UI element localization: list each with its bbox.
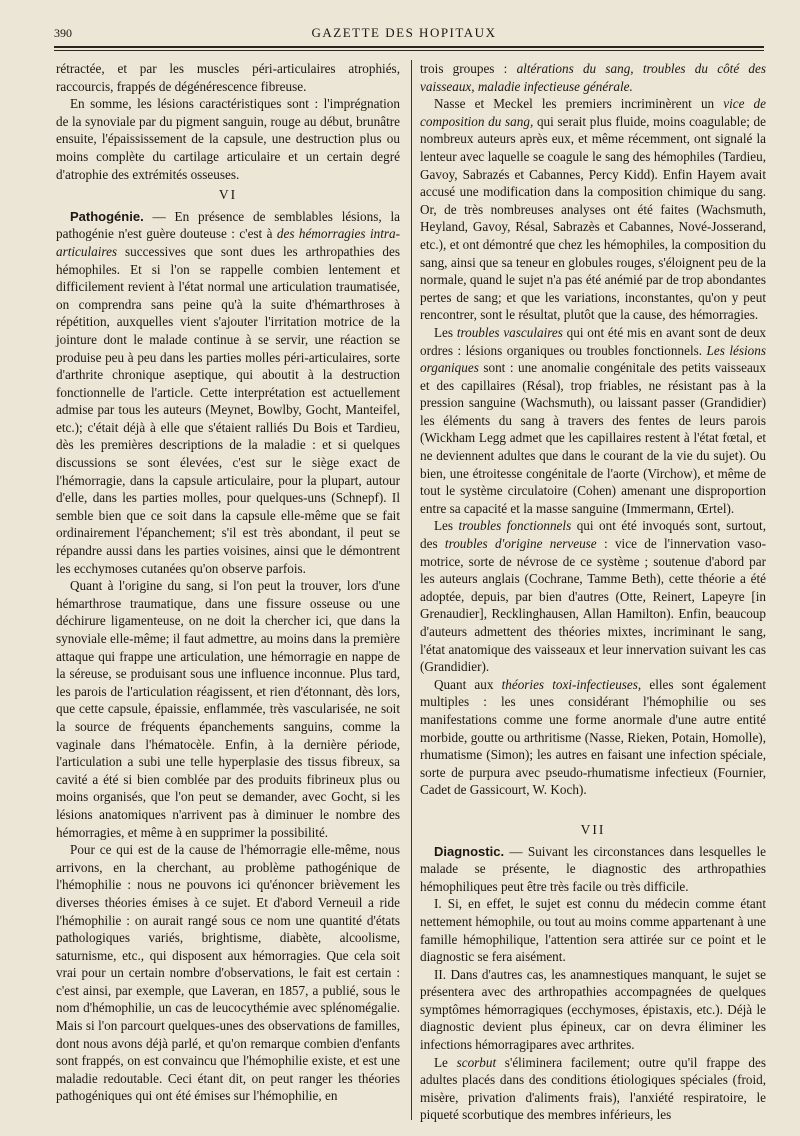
paragraph: I. Si, en effet, le sujet est connu du médecin comme étant nettement hémophile, ou tout au moins comme appartenant à une famille hémophilique, l'attention sera attirée sur ce point et le diagnostic se fera aisément. xyxy=(420,896,766,965)
text-run: sont : une anomalie congénitale des petits vaisseaux et des capillaires (Résal), trop friables, ne résistant pas à la pression sanguine (Wachsmuth), ou laissant passer (Grandidier) les éléments du sang à travers des fentes de leurs parois (Wickham Legg admet que les capillaires restent à l'état fœtal, et ne deviennent adultes que dans le courant de la vie du sujet). Ou bien, une étroitesse congénitale de l'aorte (Virchow), et même de tout le système circulatoire (Cohen) amenant une disproportion entre sa capacité et la masse sanguine (Immermann, Œrtel). xyxy=(420,360,766,516)
left-column xyxy=(56,60,400,1105)
running-header xyxy=(54,20,754,42)
header-rule-thin xyxy=(54,50,764,51)
header-rule-thick xyxy=(54,46,764,48)
italic-run: scorbut xyxy=(456,1054,497,1070)
paragraph: II. Dans d'autres cas, les anamnestiques manquant, le sujet se présentera avec des arthropathies accompagnées de quelques symptômes hémorragiques (ecchymoses, épistaxis, etc.). Déjà le diagnostic devient plus épineux, car on devra éliminer les infections hémorragipares avec arthrites. xyxy=(420,966,766,1053)
italic-run: des hémorragies intra-articulaires xyxy=(56,226,400,259)
text-run: — Suivant les circonstances dans lesquelles le malade se présente, le diagnostic des arthropathies hémophiliques peut être très facile ou très difficile. xyxy=(420,843,766,894)
text-run: Les xyxy=(434,324,457,340)
text-run: trois groupes : xyxy=(420,61,517,76)
text-run: — En présence de semblables lésions, la pathogénie n'est guère douteuse : c'est à xyxy=(56,208,400,242)
page-number: 390 xyxy=(54,26,72,40)
journal-title: GAZETTE DES HOPITAUX xyxy=(311,25,497,40)
text-run: qui serait plus fluide, moins coagulable; de nombreux auteurs après eux, et même récemment, ont signalé la lenteur avec laquelle se coagule le sang des hémophiles (Tardieu, Gavoy, Sabrazés et Cabannes, Percy Kidd). Enfin Hayem avait accusé une modification dans la composition chimique du sang. Or, de très nombreuses analyses ont été faites (Wachsmuth, Heyland, Gavoy, Résal, Sabrazès et Cabannes, Nové-Josserand, etc.), et ont démontré que chez les hémophiles, la composition du sang, ainsi que sa teneur en globules rouges, s'éloignent peu de la normale, quand le sujet n'a pas été anémié par de trop abondantes pertes de sang; et que les variations, inconstantes, qu'on y peut rencontrer, sont le résultat, plutôt que la cause, des hémorragies. xyxy=(420,113,766,323)
italic-run: théories toxi-infectieuses, xyxy=(501,676,642,692)
italic-run: troubles d'origine nerveuse xyxy=(444,536,597,552)
italic-run: Les lésions organiques xyxy=(420,342,766,376)
text-run: : vice de l'innervation vaso-motrice, sorte de névrose de ce système ; soutenue d'abord par les auteurs anglais (Cochrane, Tamme Beth), cette théorie a été adoptée, depuis, par bien d'autres (Otte, Reinert, Lapeyre [in Grenaudier], Recklinghausen, Allan Hamilton). Enfin, beaucoup d'auteurs admettent des théories mixtes, incriminant le sang, l'état anatomique des vaisseaux et leur innervation suivant les cas (Grandidier). xyxy=(420,536,766,675)
right-column xyxy=(420,60,766,1124)
paragraph-pathogenie xyxy=(56,208,400,577)
text-run: qui ont été invoqués sont, surtout, des xyxy=(420,518,767,552)
paragraph xyxy=(420,324,766,518)
text-run: Quant aux xyxy=(434,676,502,692)
text-run: Les xyxy=(434,518,459,534)
paragraph: rétractée, et par les muscles péri-articulaires atrophiés, raccourcis, frappés de dégénérescence fibreuse. xyxy=(56,61,400,94)
italic-run: troubles fonctionnels xyxy=(458,518,572,534)
paragraph xyxy=(420,60,766,95)
italic-run: troubles vasculaires xyxy=(456,324,563,340)
paragraph-diagnostic xyxy=(420,843,766,896)
text-run: qui ont été mis en avant sont de deux ordres : lésions organiques ou troubles fonctionnels. xyxy=(420,324,767,358)
text-run: Nasse et Meckel les premiers incriminèrent un xyxy=(434,96,724,112)
paragraph xyxy=(420,517,766,675)
text-run: successives que sont dues les arthropathies des hémophiles. Et si l'on se rappelle combien lentement et difficilement revient à l'état normal une articulation traumatisée, on comprendra sans peine qu'à la suite d'hémarthroses à répétition, auxquelles vient s'ajouter l'irritation motrice de la jointure dont le malade continue à se servir, une réaction se produise peu à peu dans les parties molles péri-articulaires, sorte d'arthrite chronique aseptique, qui aboutit à la destruction fonctionnelle de l'article. Cette interprétation est actuellement admise par tous les auteurs (Meynet, Bowlby, Gocht, Manteifel, etc.); c'était déjà à elle que s'étaient ralliés Du Bois et Tardieu, dès les premières descriptions de la maladie : et si quelques discussions se sont élevées, c'est sur le siège exact de l'hémorragie, dans la capsule articulaire, pour la plupart, autour d'elle, dans les parties molles, pour quelques-uns (Schnepf). Il semble bien que ce soit dans la capsule elle-même que se fait ordinairement l'épanchement; s'il est très abondant, il peut se répandre aussi dans les parties voisines, ainsi que le démontrent les ecchymoses cutanées qu'on observe parfois. xyxy=(56,243,400,576)
italic-run: vice de composition du sang, xyxy=(420,96,766,129)
text-run: s'éliminera facilement; outre qu'il frappe des adultes placés dans des conditions étiologiques spéciales (froid, misère, privation d'aliments frais), l'anxiété respiratoire, le piqueté scorbutique des membres inférieurs, les xyxy=(420,1054,766,1123)
section-heading-diagnostic: Diagnostic. xyxy=(434,843,505,859)
italic-run: altérations du sang, troubles du côté des vaisseaux, maladie infectieuse générale. xyxy=(420,61,766,94)
paragraph xyxy=(420,95,766,324)
paragraph: Quant à l'origine du sang, si l'on peut la trouver, lors d'une hémarthrose traumatique, dans une fissure osseuse ou une déchirure ligamenteuse, on ne doit la chercher ici, que dans la synoviale elle-même; il faut admettre, au moins dans la première attaque qui frappe une articulation, une hémorragie en nappe de la séreuse, se produisant sous une influence inconnue. Plus tard, les parois de l'articulation réagissent, et rien d'étonnant, dès lors, que cette capsule, épaissie, enflammée, très vascularisée, ne soit la source de fréquents épanchements sanguins, comme la vaginale dans l'hématocèle. Enfin, à la dernière période, l'articulation a subi une telle hyperplasie des tissus fibreux, sa cavité a été si bien comblée par des produits fibrineux plus ou moins organisés, que l'on peut se demander, avec Gocht, si les lésions anatomiques n'arrivent pas à diminuer le nombre des hémorragies, et même à en supprimer la possibilité. xyxy=(56,578,400,840)
section-number-vii: VII xyxy=(580,821,606,837)
section-heading-pathogenie: Pathogénie. xyxy=(70,208,144,224)
column-divider xyxy=(411,60,412,1120)
paragraph xyxy=(420,676,766,799)
text-run: Le xyxy=(434,1054,457,1070)
text-run: elles sont également multiples : les unes considérant l'hémophilie ou ses manifestations comme une forme anormale d'une autre entité morbide, goutte ou arthritisme (Nasse, Rieken, Potain, Homolle), rhumatisme (Simon); les autres en faisant une infection spéciale, sorte de purpura avec pseudo-rhumatisme infectieux (Fournier, Cadet de Gassicourt, W. Koch). xyxy=(420,676,766,798)
paragraph xyxy=(420,1054,766,1124)
section-number-vi: VI xyxy=(218,187,238,203)
paragraph: En somme, les lésions caractéristiques sont : l'imprégnation de la synoviale par du pigment sanguin, rouge au début, brunâtre ensuite, l'épaississement de la capsule, une destruction plus ou moins complète du cartilage articulaire et un certain degré d'atrophie des extrémités osseuses. xyxy=(56,96,400,182)
paragraph: Pour ce qui est de la cause de l'hémorragie elle-même, nous arrivons, en la cherchant, au problème pathogénique de l'hémophilie : nous ne pouvons ici qu'énoncer brièvement les diverses théories émises à ce sujet. Et d'abord Verneuil a ride l'hémophilie : on aurait rangé sous ce nom une quantité d'états pathologiques variés, brightisme, diabète, alcoolisme, saturnisme, etc., qui disposent aux hémorragies. Que cela soit vrai pour un certain nombre d'observations, le fait est certain : c'est ainsi, par exemple, que Laveran, en 1857, a publié, sous le nom d'hémophilie, un cas de leucocythémie avec splénomégalie. Mais si l'on parcourt quelques-unes des observations de familles, dont nous avons déjà parlé, et qu'on remarque combien d'enfants sont frappés, on est convaincu que l'hémophilie existe, et est une maladie redoutable. Ceci étant dit, on peut ranger les théories pathogéniques qui ont été émises sur l'hémophilie, en xyxy=(56,842,400,1104)
